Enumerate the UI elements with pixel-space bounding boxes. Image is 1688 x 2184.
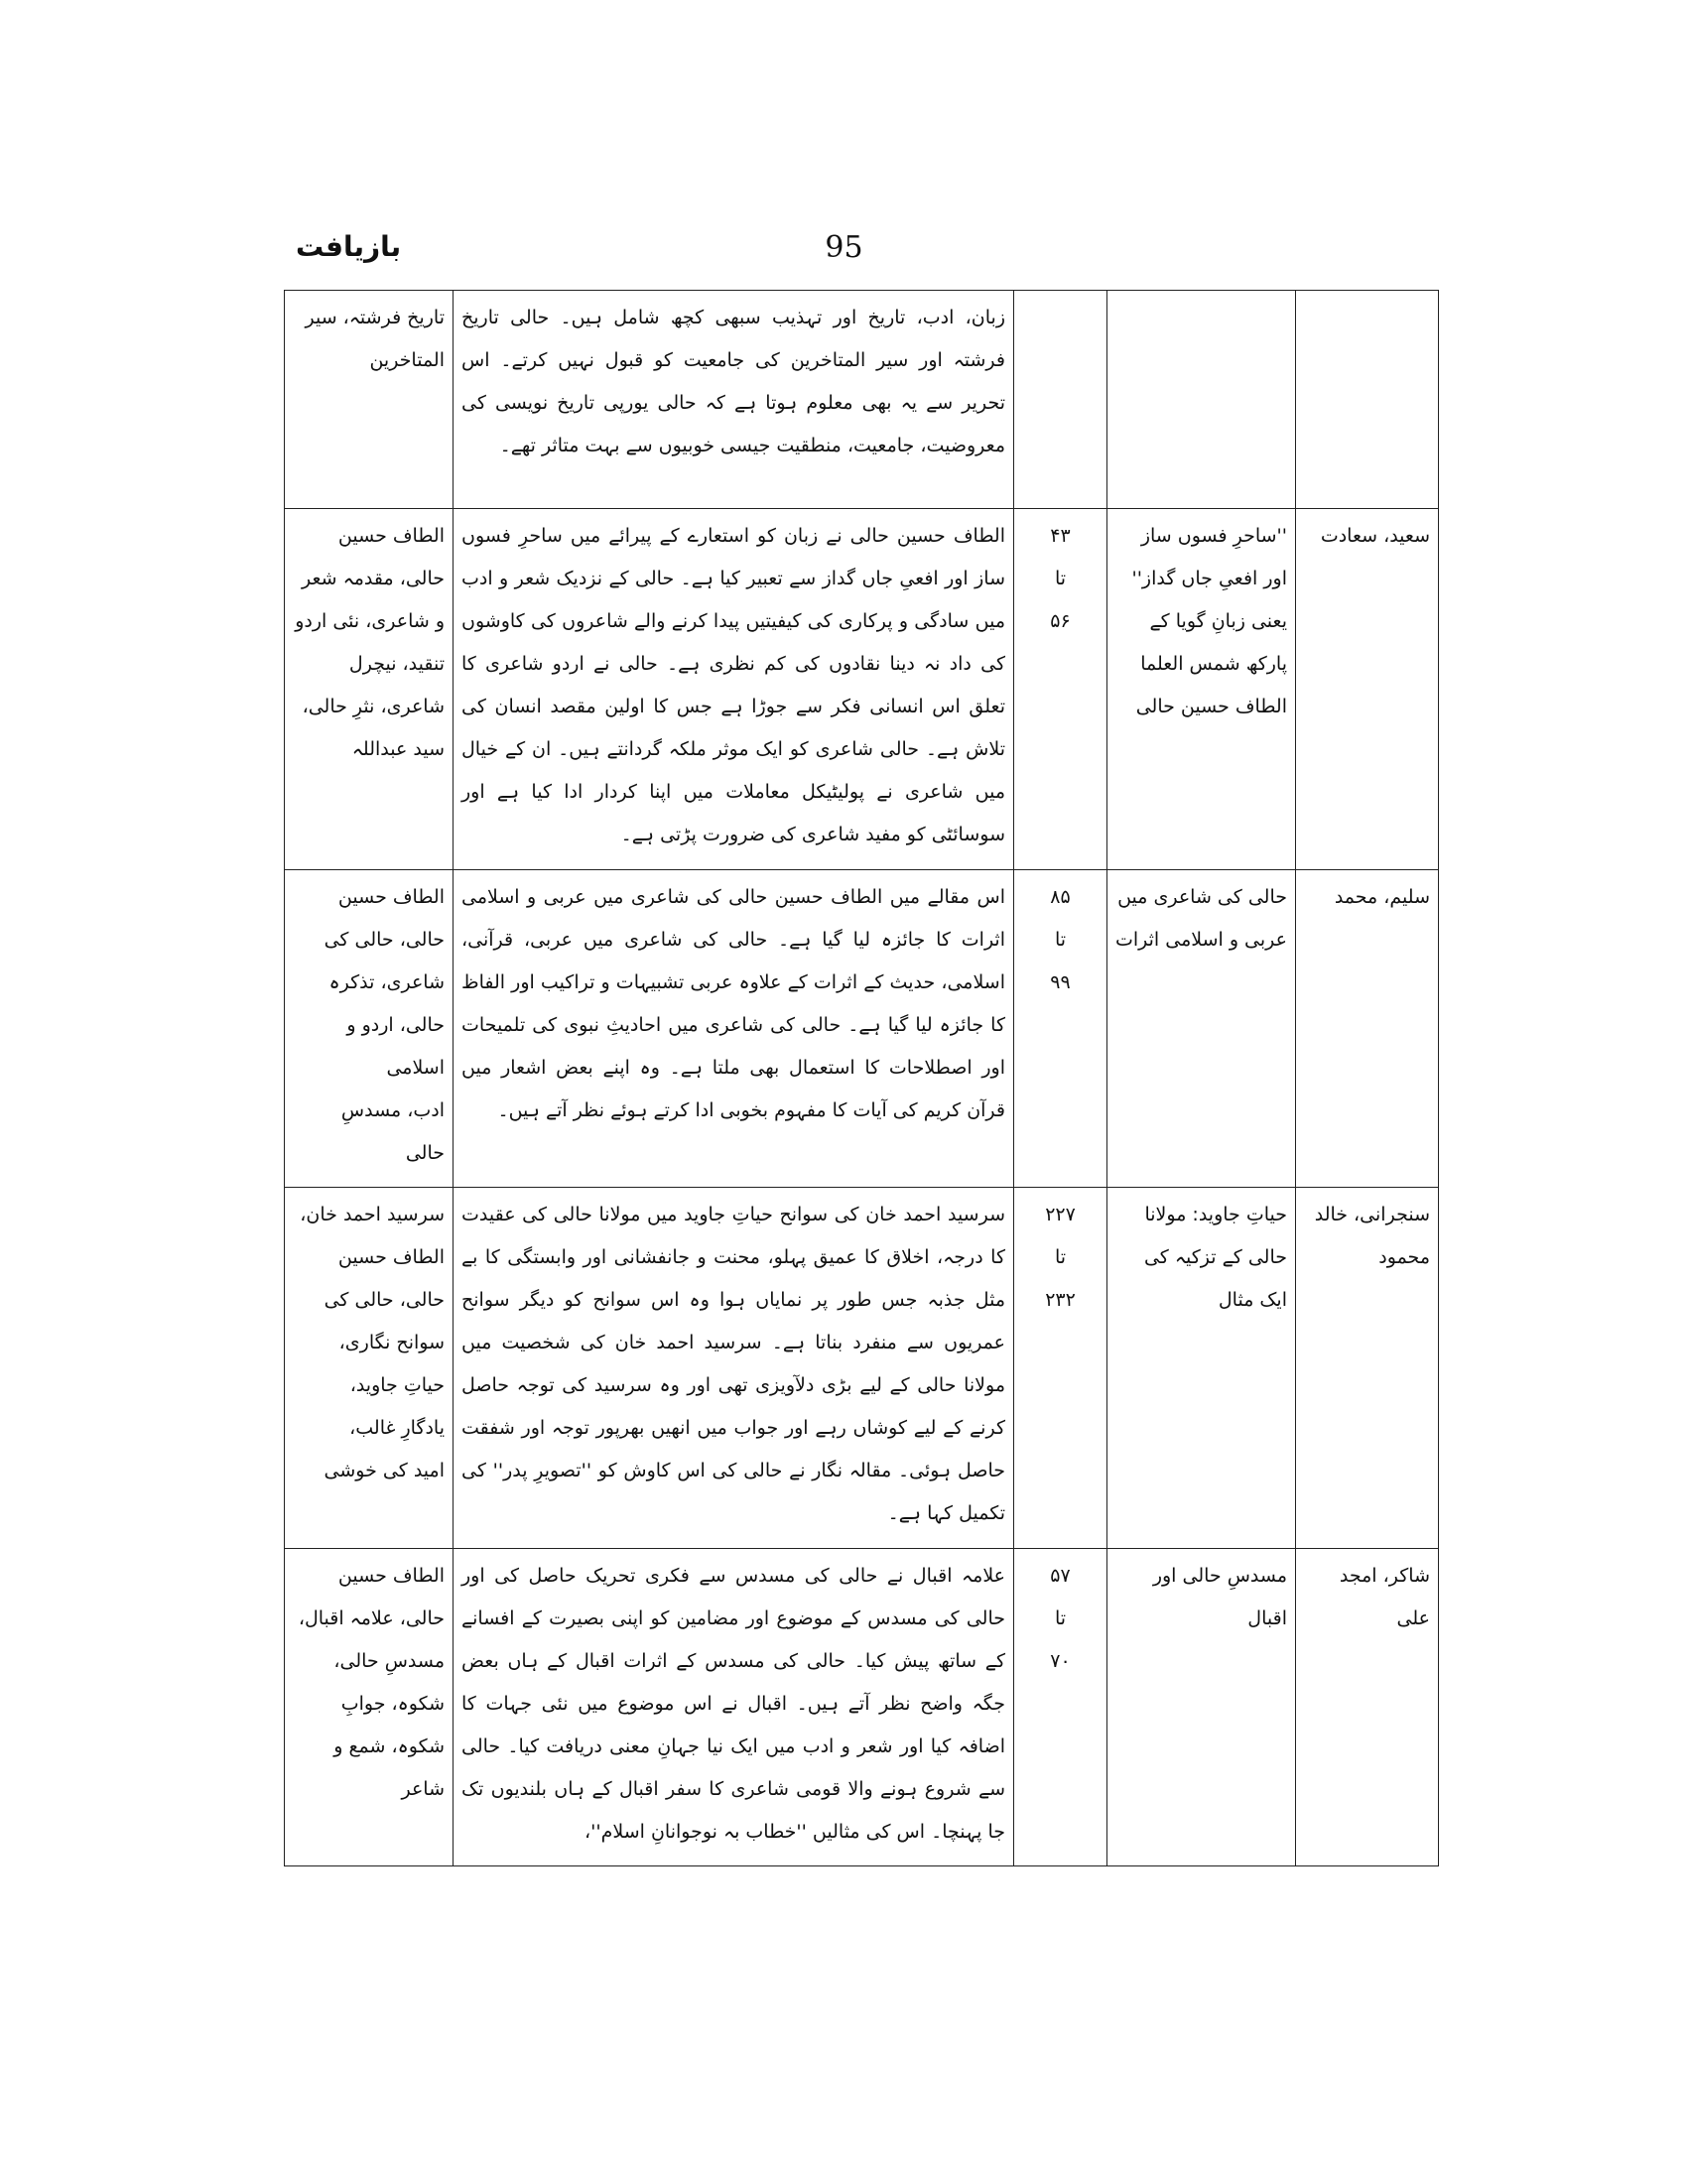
pages-cell: ۸۵ تا ۹۹ [1014, 870, 1107, 1188]
keywords-cell: الطاف حسین حالی، علامہ اقبال، مسدسِ حالی، شکوہ، جوابِ شکوہ، شمع و شاعر [285, 1549, 454, 1866]
summary-cell: اس مقالے میں الطاف حسین حالی کی شاعری میں عربی و اسلامی اثرات کا جائزہ لیا گیا ہے۔ حالی کی شاعری میں عربی، قرآنی، اسلامی، حدیث کے اثرات کے علاوہ عربی تشبیہات و تراکیب اور الفاظ کا جائزہ لیا گیا ہے۔ حالی کی شاعری میں احادیثِ نبوی کی تلمیحات اور اصطلاحات کا استعمال بھی ملتا ہے۔ وہ اپنے بعض اشعار میں قرآن کریم کی آیات کا مفہوم بخوبی ادا کرتے ہوئے نظر آتے ہیں۔ [454, 870, 1014, 1188]
author-cell [1296, 291, 1439, 509]
page-header [0, 230, 1688, 270]
pages-cell: ۴۳ تا ۵۶ [1014, 509, 1107, 870]
table-row [285, 291, 1439, 509]
table-row [285, 1549, 1439, 1866]
author-cell: سعید، سعادت [1296, 509, 1439, 870]
page-number: 95 [825, 230, 863, 265]
keywords-cell: الطاف حسین حالی، حالی کی شاعری، تذکرہ حالی، اردو و اسلامی ادب، مسدسِ حالی [285, 870, 454, 1188]
author-cell: شاکر، امجد علی [1296, 1549, 1439, 1866]
title-cell: حیاتِ جاوید: مولانا حالی کے تزکیہ کی ایک مثال [1107, 1188, 1296, 1549]
summary-cell: الطاف حسین حالی نے زبان کو استعارے کے پیرائے میں ساحرِ فسوں ساز اور افعیِ جاں گداز سے تعبیر کیا ہے۔ حالی کے نزدیک شعر و ادب میں سادگی و پرکاری کی کیفیتیں پیدا کرنے والے شاعروں کی کاوشوں کی داد نہ دینا نقادوں کی کم نظری ہے۔ حالی نے اردو شاعری کا تعلق اس انسانی فکر سے جوڑا ہے جس کا اولین مقصد انسان کی تلاش ہے۔ حالی شاعری کو ایک موثر ملکہ گردانتے ہیں۔ ان کے خیال میں شاعری نے پولیٹیکل معاملات میں اپنا کردار ادا کیا ہے اور سوسائٹی کو مفید شاعری کی ضرورت پڑتی ہے۔ [454, 509, 1014, 870]
pages-cell [1014, 291, 1107, 509]
title-cell [1107, 291, 1296, 509]
summary-cell: زبان، ادب، تاریخ اور تہذیب سبھی کچھ شامل ہیں۔ حالی تاریخ فرشتہ اور سیر المتاخرین کی جامعیت کو قبول نہیں کرتے۔ اس تحریر سے یہ بھی معلوم ہوتا ہے کہ حالی یورپی تاریخ نویسی کی معروضیت، جامعیت، منطقیت جیسی خوبیوں سے بہت متاثر تھے۔ [454, 291, 1014, 509]
author-cell: سنجرانی، خالد محمود [1296, 1188, 1439, 1549]
table-row [285, 1188, 1439, 1549]
table-row [285, 870, 1439, 1188]
keywords-cell: سرسید احمد خان، الطاف حسین حالی، حالی کی سوانح نگاری، حیاتِ جاوید، یادگارِ غالب، امید کی خوشی [285, 1188, 454, 1549]
pages-cell: ۵۷ تا ۷۰ [1014, 1549, 1107, 1866]
title-cell: مسدسِ حالی اور اقبال [1107, 1549, 1296, 1866]
summary-cell: سرسید احمد خان کی سوانح حیاتِ جاوید میں مولانا حالی کی عقیدت کا درجہ، اخلاق کا عمیق پہلو، محنت و جانفشانی اور وابستگی کا بے مثل جذبہ جس طور پر نمایاں ہوا وہ اس سوانح کو دیگر سوانح عمریوں سے منفرد بناتا ہے۔ سرسید احمد خان کی شخصیت میں مولانا حالی کے لیے بڑی دلآویزی تھی اور وہ سرسید کی توجہ حاصل کرنے کے لیے کوشاں رہے اور جواب میں انھیں بھرپور توجہ اور شفقت حاصل ہوئی۔ مقالہ نگار نے حالی کی اس کاوش کو ''تصویرِ پدر'' کی تکمیل کہا ہے۔ [454, 1188, 1014, 1549]
bibliography-table [284, 290, 1439, 1866]
title-cell: حالی کی شاعری میں عربی و اسلامی اثرات [1107, 870, 1296, 1188]
keywords-cell: تاریخ فرشتہ، سیر المتاخرین [285, 291, 454, 509]
journal-title: بازیافت [296, 230, 402, 263]
title-cell: ''ساحرِ فسوں ساز اور افعیِ جاں گداز'' یعنی زبانِ گویا کے پارکھ شمس العلما الطاف حسین حالی [1107, 509, 1296, 870]
pages-cell: ۲۲۷ تا ۲۳۲ [1014, 1188, 1107, 1549]
table-row [285, 509, 1439, 870]
author-cell: سلیم، محمد [1296, 870, 1439, 1188]
keywords-cell: الطاف حسین حالی، مقدمہ شعر و شاعری، نئی اردو تنقید، نیچرل شاعری، نثرِ حالی، سید عبداللہ [285, 509, 454, 870]
summary-cell: علامہ اقبال نے حالی کی مسدس سے فکری تحریک حاصل کی اور حالی کی مسدس کے موضوع اور مضامین کو اپنی بصیرت کے افسانے کے ساتھ پیش کیا۔ حالی کی مسدس کے اثرات اقبال کے ہاں بعض جگہ واضح نظر آتے ہیں۔ اقبال نے اس موضوع میں نئی جہات کا اضافہ کیا اور شعر و ادب میں ایک نیا جہانِ معنی دریافت کیا۔ حالی سے شروع ہونے والا قومی شاعری کا سفر اقبال کے ہاں بلندیوں تک جا پہنچا۔ اس کی مثالیں ''خطاب بہ نوجوانانِ اسلام''، [454, 1549, 1014, 1866]
